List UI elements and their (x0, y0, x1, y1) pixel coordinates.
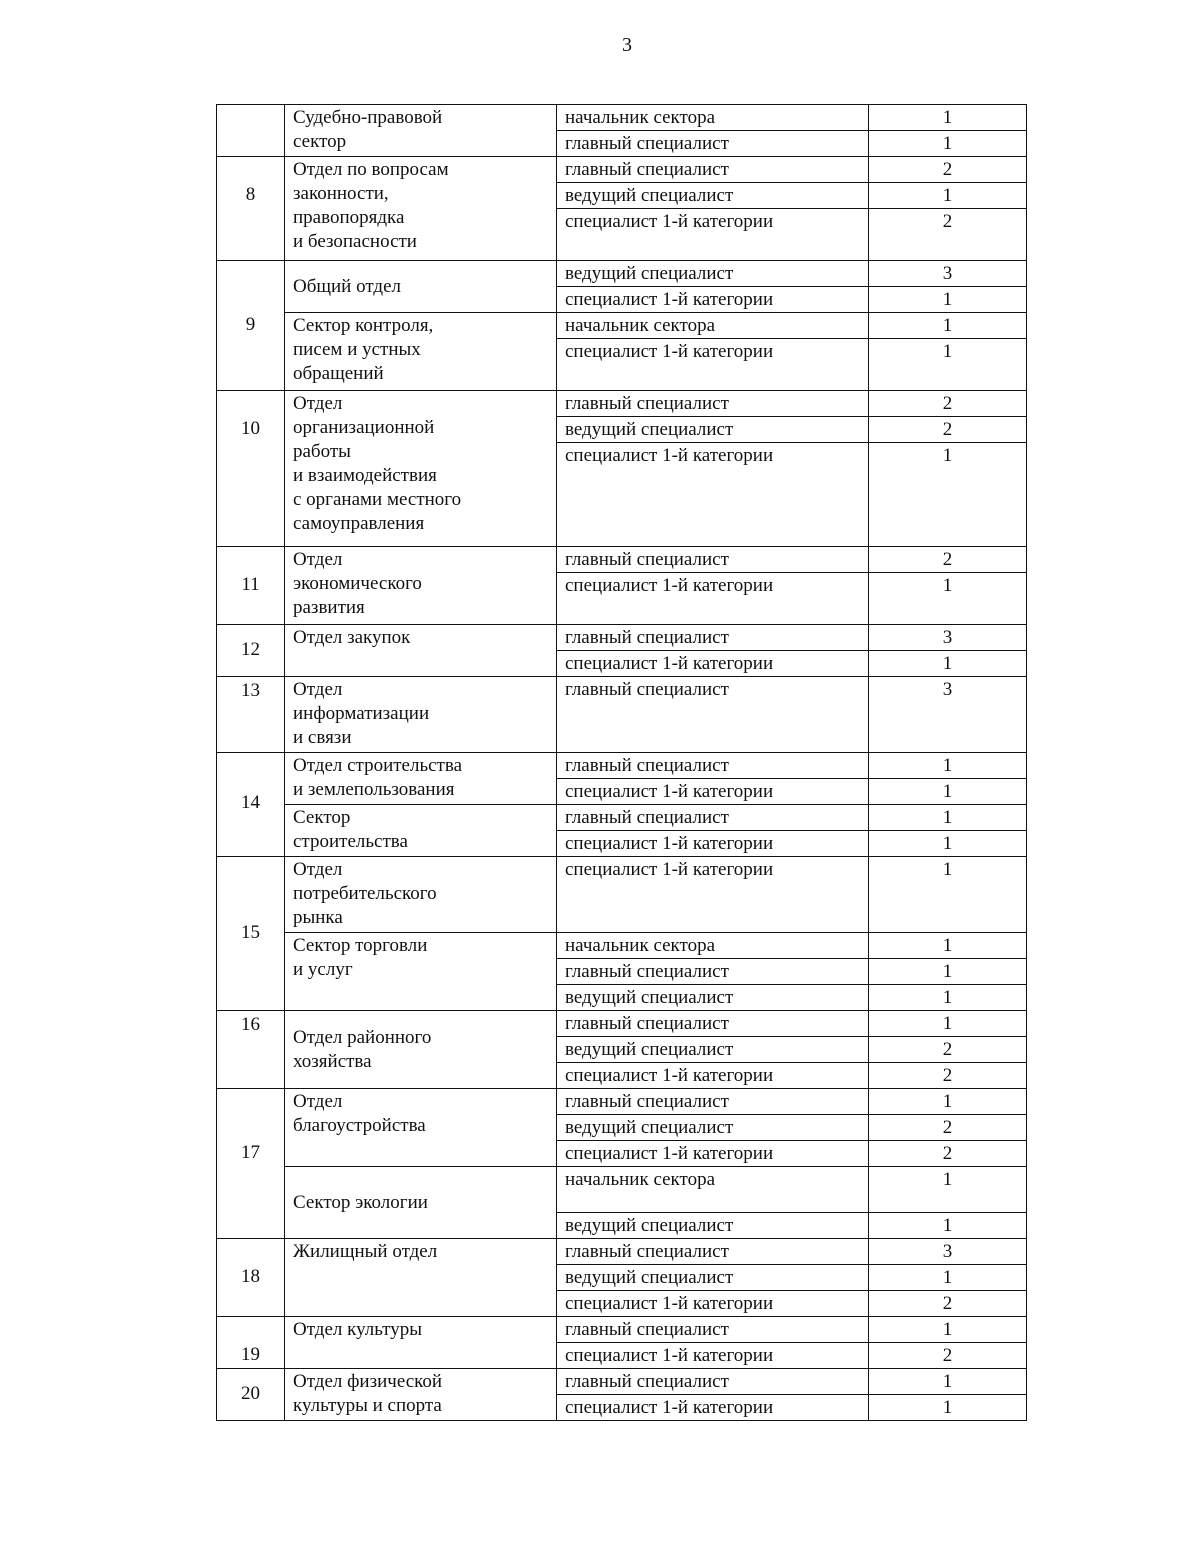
row-number: 12 (217, 625, 285, 677)
position-title: главный специалист (557, 1239, 869, 1265)
department-name: Отдел благоустройства (285, 1089, 557, 1167)
staff-count: 2 (869, 1141, 1027, 1167)
row-number: 15 (217, 857, 285, 1011)
position-title: специалист 1-й категории (557, 287, 869, 313)
position-title: главный специалист (557, 131, 869, 157)
position-title: главный специалист (557, 1369, 869, 1395)
staff-count: 1 (869, 651, 1027, 677)
table-row (217, 157, 1027, 183)
staff-count: 1 (869, 1317, 1027, 1343)
position-title: начальник сектора (557, 1167, 869, 1213)
staff-count: 2 (869, 1063, 1027, 1089)
department-name: Отдел закупок (285, 625, 557, 677)
page-number: 3 (622, 34, 632, 56)
row-number: 9 (217, 261, 285, 391)
position-title: специалист 1-й категории (557, 1063, 869, 1089)
position-title: главный специалист (557, 1317, 869, 1343)
table-row (217, 933, 1027, 959)
row-number: 11 (217, 547, 285, 625)
table-row (217, 261, 1027, 287)
staff-count: 1 (869, 1089, 1027, 1115)
table-row (217, 625, 1027, 651)
row-number: 8 (217, 157, 285, 261)
staff-count: 1 (869, 183, 1027, 209)
position-title: главный специалист (557, 391, 869, 417)
position-title: главный специалист (557, 1089, 869, 1115)
position-title: ведущий специалист (557, 985, 869, 1011)
position-title: ведущий специалист (557, 1115, 869, 1141)
staff-count: 1 (869, 1265, 1027, 1291)
staff-count: 1 (869, 959, 1027, 985)
department-name: Отдел организационной работы и взаимодействия с органами местного самоуправления (285, 391, 557, 547)
table-row (217, 391, 1027, 417)
staff-count: 1 (869, 1369, 1027, 1395)
staff-count: 3 (869, 1239, 1027, 1265)
department-name: Сектор экологии (285, 1167, 557, 1239)
staff-count: 1 (869, 831, 1027, 857)
position-title: ведущий специалист (557, 1213, 869, 1239)
position-title: главный специалист (557, 625, 869, 651)
row-number: 10 (217, 391, 285, 547)
position-title: главный специалист (557, 959, 869, 985)
staff-count: 3 (869, 625, 1027, 651)
department-name: Сектор строительства (285, 805, 557, 857)
row-number: 20 (217, 1369, 285, 1421)
position-title: специалист 1-й категории (557, 857, 869, 933)
department-name: Отдел районного хозяйства (285, 1011, 557, 1089)
staff-count: 1 (869, 805, 1027, 831)
row-number: 19 (217, 1317, 285, 1369)
staff-count: 1 (869, 933, 1027, 959)
table-row (217, 805, 1027, 831)
department-name: Жилищный отдел (285, 1239, 557, 1317)
position-title: ведущий специалист (557, 417, 869, 443)
position-title: главный специалист (557, 547, 869, 573)
position-title: начальник сектора (557, 933, 869, 959)
table-row (217, 1011, 1027, 1037)
position-title: специалист 1-й категории (557, 443, 869, 547)
position-title: начальник сектора (557, 313, 869, 339)
table-row (217, 313, 1027, 339)
staff-count: 1 (869, 779, 1027, 805)
staff-count: 1 (869, 1395, 1027, 1421)
row-number: 17 (217, 1089, 285, 1239)
department-name: Сектор торговли и услуг (285, 933, 557, 1011)
position-title: специалист 1-й категории (557, 209, 869, 261)
staff-count: 1 (869, 131, 1027, 157)
staff-count: 2 (869, 209, 1027, 261)
table-row (217, 677, 1027, 753)
position-title: ведущий специалист (557, 1037, 869, 1063)
table-row (217, 1167, 1027, 1213)
position-title: ведущий специалист (557, 261, 869, 287)
position-title: главный специалист (557, 805, 869, 831)
department-name: Отдел культуры (285, 1317, 557, 1369)
staff-table (216, 104, 1027, 1421)
position-title: специалист 1-й категории (557, 1141, 869, 1167)
table-row (217, 547, 1027, 573)
staff-count: 2 (869, 1115, 1027, 1141)
position-title: главный специалист (557, 157, 869, 183)
staff-count: 1 (869, 1213, 1027, 1239)
table-row (217, 1317, 1027, 1343)
position-title: ведущий специалист (557, 1265, 869, 1291)
position-title: специалист 1-й категории (557, 1343, 869, 1369)
position-title: ведущий специалист (557, 183, 869, 209)
staff-count: 3 (869, 677, 1027, 753)
table-row (217, 857, 1027, 933)
position-title: специалист 1-й категории (557, 1291, 869, 1317)
staff-count: 2 (869, 547, 1027, 573)
position-title: специалист 1-й категории (557, 339, 869, 391)
department-name: Отдел строительства и землепользования (285, 753, 557, 805)
department-name: Судебно-правовой сектор (285, 105, 557, 157)
department-name: Отдел экономического развития (285, 547, 557, 625)
staff-count: 1 (869, 573, 1027, 625)
table-row (217, 753, 1027, 779)
staff-count: 1 (869, 1167, 1027, 1213)
department-name: Отдел по вопросам законности, правопорядка и безопасности (285, 157, 557, 261)
row-number: 18 (217, 1239, 285, 1317)
position-title: специалист 1-й категории (557, 779, 869, 805)
position-title: специалист 1-й категории (557, 573, 869, 625)
table-row (217, 1369, 1027, 1395)
row-number: 14 (217, 753, 285, 857)
position-title: специалист 1-й категории (557, 1395, 869, 1421)
position-title: начальник сектора (557, 105, 869, 131)
staff-count: 3 (869, 261, 1027, 287)
staff-count: 1 (869, 105, 1027, 131)
department-name: Общий отдел (285, 261, 557, 313)
staff-count: 1 (869, 339, 1027, 391)
position-title: главный специалист (557, 753, 869, 779)
department-name: Сектор контроля, писем и устных обращений (285, 313, 557, 391)
staff-count: 1 (869, 287, 1027, 313)
staff-count: 2 (869, 1037, 1027, 1063)
staff-count: 1 (869, 443, 1027, 547)
staff-count: 1 (869, 1011, 1027, 1037)
position-title: главный специалист (557, 1011, 869, 1037)
table-row (217, 1089, 1027, 1115)
row-number (217, 105, 285, 157)
staff-count: 2 (869, 1343, 1027, 1369)
staff-count: 2 (869, 157, 1027, 183)
staff-count: 2 (869, 417, 1027, 443)
staff-count: 1 (869, 313, 1027, 339)
position-title: специалист 1-й категории (557, 651, 869, 677)
staff-count: 1 (869, 985, 1027, 1011)
department-name: Отдел потребительского рынка (285, 857, 557, 933)
row-number: 13 (217, 677, 285, 753)
table-row (217, 1239, 1027, 1265)
staff-count: 2 (869, 391, 1027, 417)
position-title: специалист 1-й категории (557, 831, 869, 857)
table-row (217, 105, 1027, 131)
staff-count: 1 (869, 857, 1027, 933)
position-title: главный специалист (557, 677, 869, 753)
staff-count: 2 (869, 1291, 1027, 1317)
department-name: Отдел физической культуры и спорта (285, 1369, 557, 1421)
row-number: 16 (217, 1011, 285, 1089)
department-name: Отдел информатизации и связи (285, 677, 557, 753)
staff-count: 1 (869, 753, 1027, 779)
